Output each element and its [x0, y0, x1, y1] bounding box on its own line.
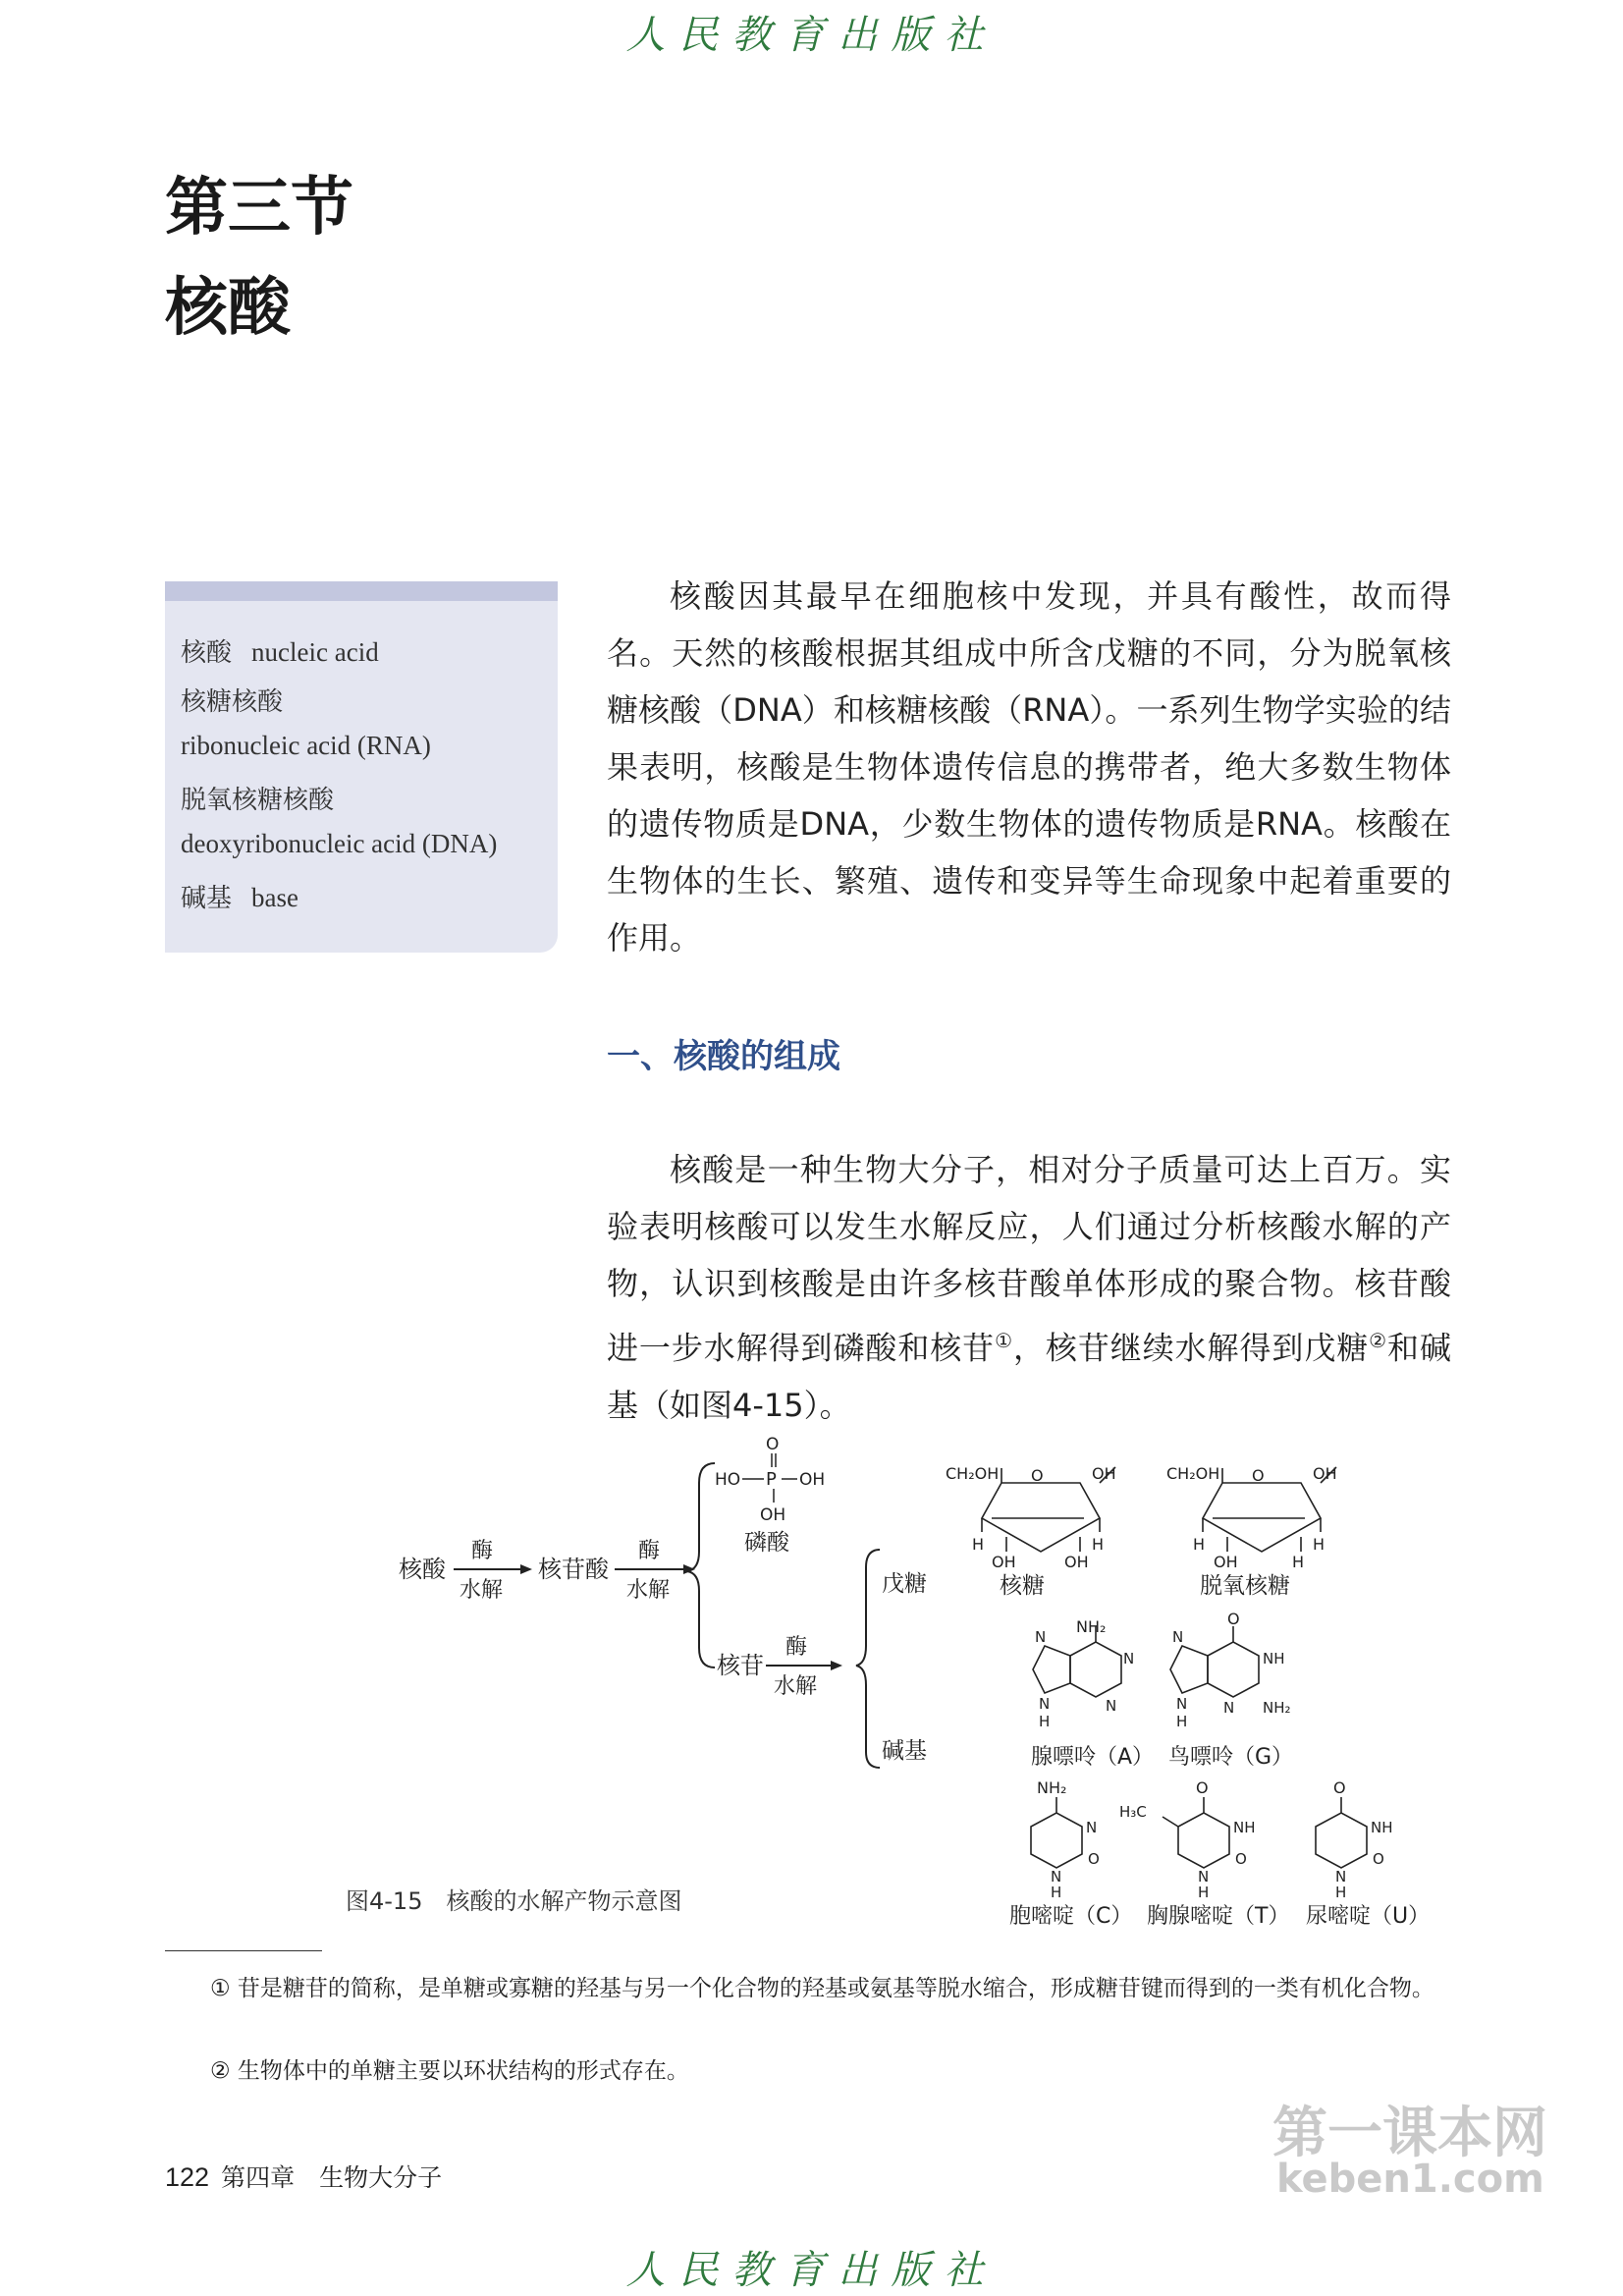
glossary-item: 脱氧核糖核酸 — [181, 786, 335, 815]
svg-text:P: P — [766, 1469, 777, 1490]
label-cytosine: 胞嘧啶（C） — [1009, 1904, 1133, 1929]
svg-text:OH: OH — [1064, 1553, 1089, 1571]
svg-text:H₃C: H₃C — [1119, 1803, 1147, 1821]
body-paragraph: 核酸是一种生物大分子，相对分子质量可达上百万。实验表明核酸可以发生水解反应，人们通过分析核酸水解的产物，认识到核酸是由许多核苷酸单体形成的聚合物。核苷酸进一步水解得到磷酸和核苷①，核苷继续水解得到戊糖②和碱基（如图4-15）。 — [607, 1151, 1451, 1424]
svg-text:O: O — [766, 1435, 780, 1454]
label-uracil: 尿嘧啶（U） — [1306, 1904, 1431, 1929]
glossary-item: 核糖核酸 — [181, 687, 284, 717]
hydrolysis-diagram — [393, 1424, 1473, 1935]
svg-text:N: N — [1106, 1697, 1117, 1715]
svg-text:CH₂OH: CH₂OH — [946, 1464, 1000, 1483]
svg-text:N: N — [1051, 1868, 1062, 1886]
subsection-title: 一、核酸的组成 — [607, 1037, 840, 1076]
footnote-ref: ① — [995, 1329, 1013, 1352]
label-hydrolysis: 水解 — [460, 1578, 504, 1603]
svg-text:O: O — [1252, 1466, 1265, 1485]
svg-text:H: H — [1313, 1535, 1325, 1554]
guanine-structure — [1170, 1626, 1259, 1697]
svg-text:H: H — [1193, 1535, 1206, 1554]
label-guanine: 鸟嘌呤（G） — [1168, 1745, 1294, 1770]
label-phosphoric-acid: 磷酸 — [744, 1530, 789, 1556]
footnote-ref: ② — [1369, 1329, 1388, 1352]
svg-text:OH: OH — [760, 1505, 786, 1525]
publisher-footer: 人民教育出版社 — [625, 2248, 998, 2293]
svg-text:H: H — [1198, 1884, 1210, 1901]
svg-text:H: H — [1092, 1535, 1105, 1554]
svg-text:NH: NH — [1263, 1650, 1285, 1667]
svg-text:N: N — [1039, 1695, 1051, 1713]
svg-text:O: O — [1031, 1466, 1044, 1485]
svg-text:N: N — [1172, 1628, 1184, 1646]
label-nucleoside: 核苷 — [717, 1652, 764, 1679]
page-number: 122 — [165, 2162, 210, 2192]
glossary-item: 核酸 nucleic acid — [181, 637, 379, 668]
label-hydrolysis: 水解 — [774, 1674, 818, 1699]
svg-text:OH: OH — [992, 1553, 1016, 1571]
svg-text:N: N — [1123, 1650, 1135, 1667]
label-nucleic-acid: 核酸 — [399, 1556, 446, 1583]
svg-text:HO: HO — [715, 1470, 741, 1490]
svg-text:N: N — [1198, 1868, 1210, 1886]
svg-text:O: O — [1373, 1850, 1384, 1868]
label-pentose: 戊糖 — [882, 1571, 927, 1597]
page-footer — [165, 2159, 442, 2194]
svg-text:NH: NH — [1371, 1819, 1393, 1836]
svg-text:H: H — [1039, 1713, 1051, 1730]
svg-text:O: O — [1235, 1850, 1247, 1868]
glossary-item: 碱基 base — [181, 883, 298, 913]
svg-text:H: H — [1051, 1884, 1062, 1901]
label-thymine: 胸腺嘧啶（T） — [1147, 1904, 1290, 1929]
svg-text:N: N — [1223, 1699, 1235, 1717]
svg-text:NH: NH — [1233, 1819, 1256, 1836]
label-base: 碱基 — [882, 1738, 927, 1764]
uracil-structure — [1316, 1797, 1367, 1868]
svg-text:OH: OH — [799, 1470, 826, 1490]
svg-text:N: N — [1035, 1628, 1047, 1646]
adenine-structure — [1033, 1626, 1121, 1697]
svg-text:NH₂: NH₂ — [1263, 1699, 1291, 1717]
svg-text:H: H — [1292, 1553, 1305, 1571]
svg-text:OH: OH — [1313, 1464, 1337, 1483]
label-nucleotide: 核苷酸 — [538, 1556, 609, 1583]
publisher-header: 人民教育出版社 — [625, 13, 998, 58]
svg-text:N: N — [1335, 1868, 1347, 1886]
brace — [687, 1463, 715, 1667]
thymine-structure — [1163, 1797, 1229, 1868]
svg-text:H: H — [1335, 1884, 1347, 1901]
brace — [856, 1550, 880, 1768]
footnote: ① 苷是糖苷的简称，是单糖或寡糖的羟基与另一个化合物的羟基或氨基等脱水缩合，形成糖苷键而得到的一类有机化合物。 — [210, 1976, 1434, 2001]
glossary-item: deoxyribonucleic acid (DNA) — [181, 829, 498, 858]
footnote-rule — [165, 1950, 322, 1951]
svg-text:NH₂: NH₂ — [1076, 1617, 1107, 1636]
label-deoxyribose: 脱氧核糖 — [1200, 1573, 1290, 1599]
cytosine-structure — [1031, 1797, 1082, 1868]
label-enzyme: 酶 — [471, 1539, 494, 1563]
svg-text:O: O — [1196, 1778, 1209, 1797]
watermark-url: keben1.com — [1276, 2157, 1544, 2202]
chapter-title: 第四章 生物大分子 — [221, 2163, 443, 2192]
svg-text:OH: OH — [1214, 1553, 1238, 1571]
label-ribose: 核糖 — [1000, 1573, 1045, 1599]
glossary-bar — [165, 581, 558, 601]
footnote: ② 生物体中的单糖主要以环状结构的形式存在。 — [210, 2058, 689, 2084]
svg-text:O: O — [1088, 1850, 1100, 1868]
svg-text:H: H — [1176, 1713, 1188, 1730]
watermark-text: 第一课本网 — [1272, 2102, 1547, 2165]
label-enzyme: 酶 — [785, 1635, 808, 1660]
svg-text:OH: OH — [1092, 1464, 1116, 1483]
figure-caption: 图4-15 核酸的水解产物示意图 — [346, 1887, 682, 1915]
label-hydrolysis: 水解 — [626, 1578, 671, 1603]
label-adenine: 腺嘌呤（A） — [1031, 1745, 1155, 1770]
section-title: 核酸 — [165, 272, 291, 345]
svg-text:NH₂: NH₂ — [1037, 1778, 1067, 1797]
section-number: 第三节 — [165, 172, 353, 245]
glossary-item: ribonucleic acid (RNA) — [181, 731, 431, 760]
svg-text:N: N — [1176, 1695, 1188, 1713]
svg-text:O: O — [1333, 1778, 1346, 1797]
svg-text:CH₂OH: CH₂OH — [1166, 1464, 1220, 1483]
label-enzyme: 酶 — [638, 1539, 661, 1563]
svg-text:O: O — [1227, 1610, 1240, 1628]
body-paragraph: 核酸因其最早在细胞核中发现，并具有酸性，故而得名。天然的核酸根据其组成中所含戊糖的不同，分为脱氧核糖核酸（DNA）和核糖核酸（RNA）。一系列生物学实验的结果表明，核酸是生物体遗传信息的携带者，绝大多数生物体的遗传物质是DNA，少数生物体的遗传物质是RNA。核酸在生物体的生长、繁殖、遗传和变异等生命现象中起着重要的作用。 — [607, 577, 1451, 957]
svg-text:H: H — [972, 1535, 985, 1554]
svg-text:N: N — [1086, 1819, 1098, 1836]
